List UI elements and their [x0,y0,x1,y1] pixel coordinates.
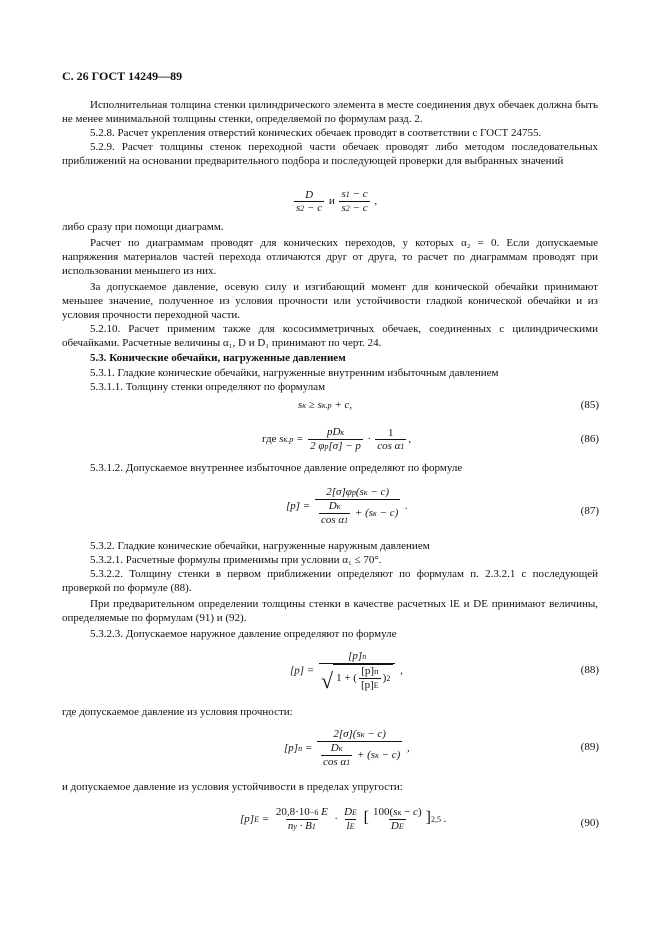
equation-number-85: (85) [580,399,599,411]
equation-number-88: (88) [580,664,599,676]
formula-ratios: $\frac{D}{s2 - c}$ и $\frac{s1 - c}{s2 - c}$ , [296,188,378,214]
formula-89: [p]п = 2[σ](sк − c) $\frac{Dк}{\text{cos α1}}$ + (sк − c) , [284,728,410,768]
formula-88: [p] = [p]п √ 1 + ( $\frac{[p]п}{[p]E}$ )2 , [290,650,403,693]
and-word: и [328,195,335,208]
line-5-3-1-1: 5.3.1.1. Толщину стенки определяют по формулам [90,381,326,393]
line-5-3-2-1: 5.3.2.1. Расчетные формулы применимы при условии α₁ ≤ 70°. [90,554,382,566]
equation-number-87: (87) [580,505,599,517]
paragraph-5-3-2-2: 5.3.2.2. Толщину стенки в первом приближении определяют по формулам п. 2.3.2.1 с последующей проверкой по формуле (88). [62,568,598,594]
paragraph-allowable: За допускаемое давление, осевую силу и изгибающий момент для конической обечайки принимают меньшее значение, полученное из условия прочности или устойчивости гладкой конической обечайки и из условия прочности переходной части. [62,281,598,321]
line-where-strength: где допускаемое давление из условия прочности: [62,706,293,718]
line-5-3-2: 5.3.2. Гладкие конические обечайки, нагруженные наружным давлением [90,540,430,552]
paragraph-5-2-9: 5.2.9. Расчет толщины стенок переходной части обечаек проводят либо методом последовательных приближений на основании предварительного подбора и последующей проверки для выбранных значений [62,141,598,167]
formula-85: sк ≥ sк.р + c, [298,399,353,411]
equation-number-86: (86) [580,433,599,445]
line-5-3-1: 5.3.1. Гладкие конические обечайки, нагруженные внутренним избыточным давлением [90,367,499,379]
paragraph-5-2-8: 5.2.8. Расчет укрепления отверстий конических обечаек проводят в соответствии с ГОСТ 24755. [90,127,542,139]
equation-number-90: (90) [580,817,599,829]
paragraph-preliminary: При предварительном определении толщины стенки в качестве расчетных lE и DE принимают величины, определяемые по формулам (91) и (92). [62,598,598,624]
formula-90: [p]E = $\frac{20,8\cdot 10-6 E}{ny \cdot B1}$ · $\frac{DE}{lE}$ [ $\frac{100(sк - c)}{DE}$ ]2,5 . [240,806,447,832]
line-and-stability: и допускаемое давление из условия устойчивости в пределах упругости: [62,781,403,793]
paragraph-5-2-10: 5.2.10. Расчет применим также для кососимметричных обечаек, соединенных с цилиндрическими обечайками. Расчетные величины α₁, D и D₁ принимают по черт. 24. [62,323,598,349]
paragraph-diagram-calc: Расчет по диаграммам проводят для конических переходов, у которых α₂ = 0. Если допускаемые напряжения материалов частей перехода отличаются друг от друга, то расчет по диаграммам проводят при использовании меньшего из них. [62,237,598,277]
line-5-3-1-2: 5.3.1.2. Допускаемое внутреннее избыточное давление определяют по формуле [90,462,463,474]
line-5-3-2-3: 5.3.2.3. Допускаемое наружное давление определяют по формуле [90,628,397,640]
paragraph-diagrams: либо сразу при помощи диаграмм. [62,221,224,233]
formula-86: где sк.р = $\frac{\text{pDк}}{2 \varphi p[\sigma] - p}$ · $\frac{1}{\text{cos α1}}$ , [262,426,412,452]
where-label: где [262,433,277,446]
equation-number-89: (89) [580,741,599,753]
page-header: С. 26 ГОСТ 14249—89 [62,69,183,83]
formula-87: [p] = 2[σ]φp(sк − c) $\frac{Dк}{\text{cos α1}}$ + (sк − c) . [286,486,408,526]
paragraph-min-thickness: Исполнительная толщина стенки цилиндрического элемента в месте соединения двух обечаек должна быть не менее минимальной толщины стенки, определяемой по формулам разд. 2. [62,99,598,125]
section-heading-5-3: 5.3. Конические обечайки, нагруженные давлением [90,352,346,364]
